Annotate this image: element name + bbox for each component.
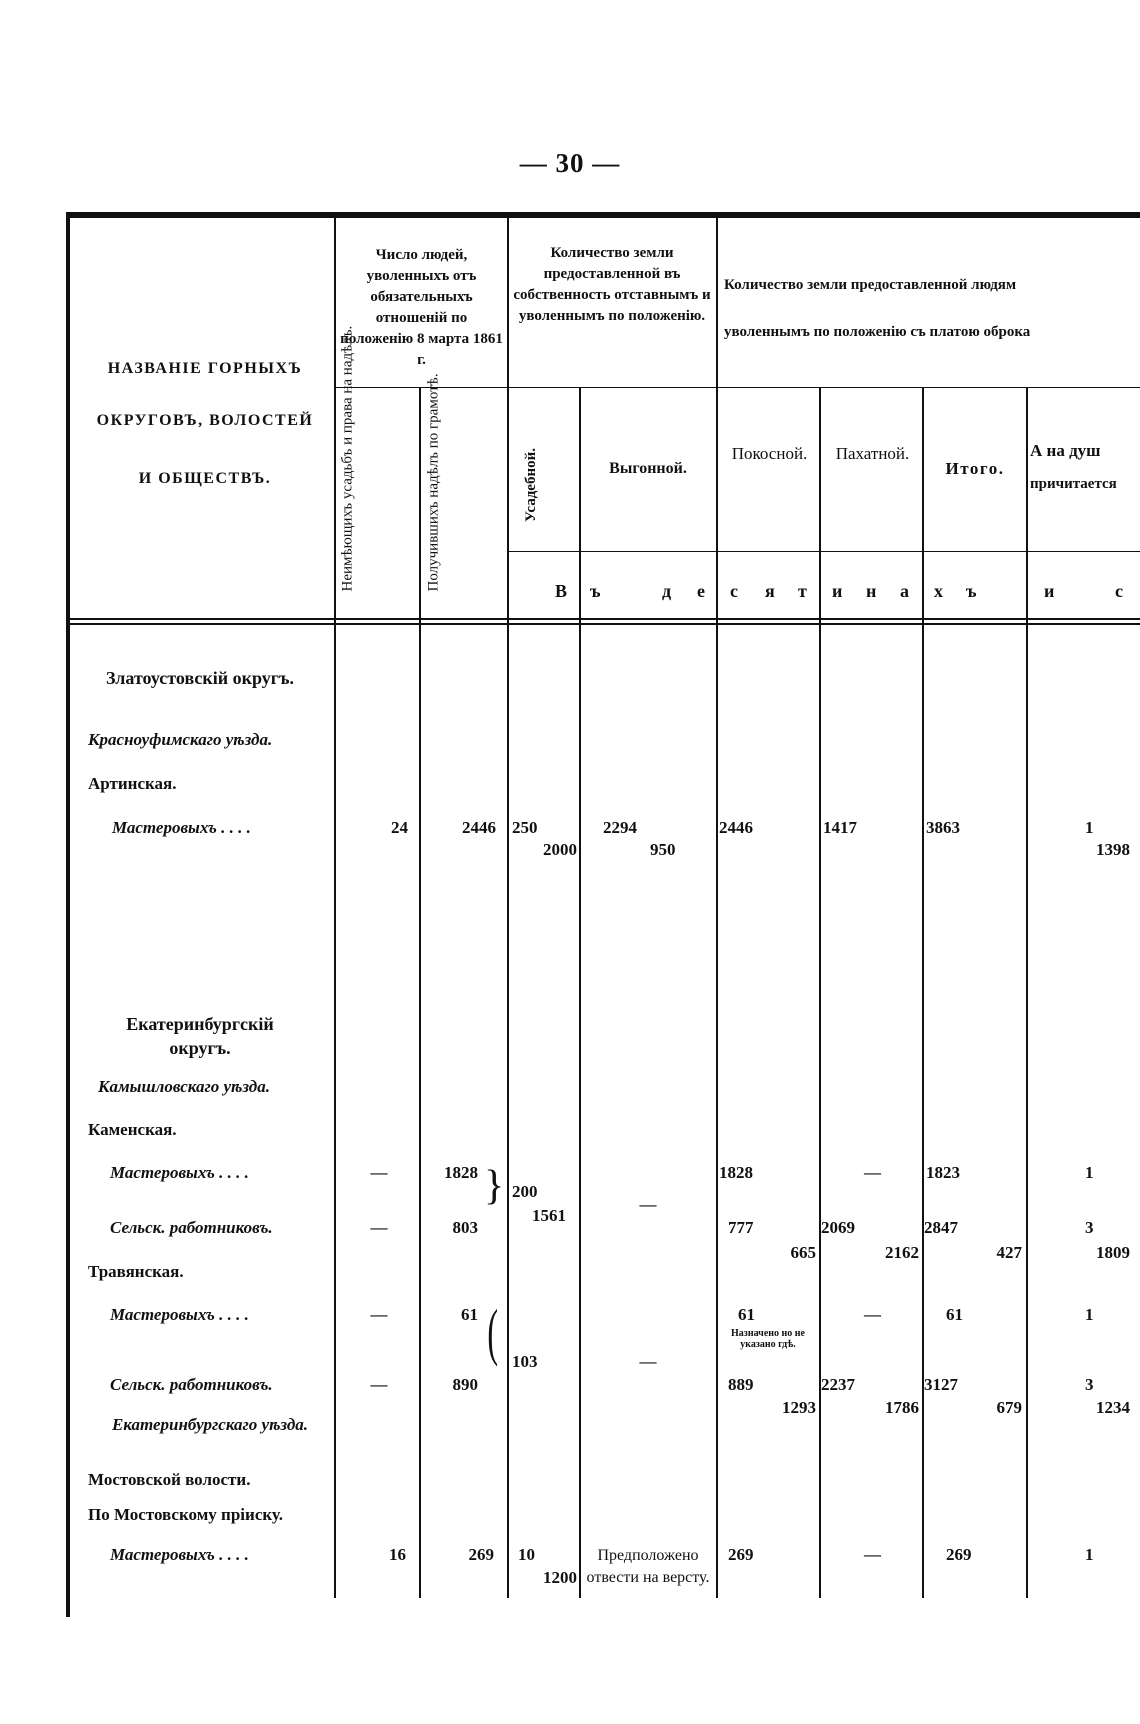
cell-c3a: 200 [512,1182,538,1201]
header-group3-sub1: Покосной. [731,444,808,463]
header-left-line-1: НАЗВАНІЕ ГОРНЫХЪ [107,360,303,377]
cell-c7: 3127 [924,1375,958,1394]
cell-c2: 1828 [444,1163,478,1182]
cell-c3a: 10 [518,1545,535,1564]
units-letter: т [798,581,807,601]
cell-c1: — [370,1375,388,1394]
cell-c6: 2069 [821,1218,855,1237]
units-letter: я [765,581,775,601]
col-divider-3 [507,218,509,1598]
cell-c1: 24 [391,818,408,837]
brace-icon: } [484,1163,505,1209]
units-letter: ъ [590,581,601,601]
cell-c7: 61 [946,1305,963,1324]
cell-c5b: 665 [790,1243,816,1262]
volost-travyanskaya: Травянская. [88,1262,184,1281]
header-group-3-line-1: Количество земли предоставленной людям [724,277,1017,293]
cell-c4: — [639,1352,657,1371]
cell-c6: — [864,1305,881,1324]
section-title-zlatoust: Златоустовскій округъ. [106,668,294,688]
col-divider-7 [922,387,924,1598]
cell-c8a: 1 [1085,1305,1094,1324]
volost-kamenskaya: Каменская. [88,1120,177,1139]
header-rule-2 [66,623,1140,625]
volost-artinskaya: Артинская. [88,774,177,793]
cell-c4: — [639,1195,657,1214]
units-letter: и [832,581,843,601]
cell-c5: 777 [728,1218,754,1237]
cell-c2: 803 [452,1218,478,1237]
header-group1-sub2: Получившихъ надѣлъ по грамотѣ. [425,373,442,592]
row-label: Мастеровыхъ . . . . [110,1163,249,1182]
header-left-line-3: И ОБЩЕСТВЪ. [138,470,272,487]
units-letter: с [730,581,738,601]
cell-c5: 61 [738,1305,755,1324]
row-label: Сельск. работниковъ. [110,1218,273,1237]
row-label: Мастеровыхъ . . . . [112,818,251,837]
cell-c7: 2847 [924,1218,958,1237]
uezd-krasnoufimsk: Красноуфимскаго уѣзда. [88,730,273,749]
uezd-ekaterinburg: Екатеринбургскаго уѣзда. [111,1415,309,1434]
bracket-icon: ( [487,1296,498,1367]
units-letter: ъ [966,581,977,601]
units-letter: а [900,581,909,601]
units-letter: В [555,581,568,601]
header-rule-1 [66,618,1140,620]
cell-c3: 103 [512,1352,538,1371]
cell-c4: Предположено отвести на версту. [586,1547,710,1586]
cell-c8a: 1 [1085,1163,1094,1182]
header-left-line-2: ОКРУГОВЪ, ВОЛОСТЕЙ [96,412,314,429]
priisk-mostovskiy: По Мостовскому пріиску. [88,1505,283,1524]
cell-c6b: 2162 [885,1243,919,1262]
row-label: Мастеровыхъ . . . . [110,1545,249,1564]
header-group-2: Количество земли предоставленной въ собственность отставнымъ и уволеннымъ по положенію. [513,245,711,324]
header-group2-sub1: Усадебной. [523,448,539,523]
col-divider-6 [819,387,821,1598]
cell-c3b: 2000 [543,840,577,859]
cell-c6: 1417 [823,818,857,837]
volost-mostovskaya: Мостовской волости. [88,1470,251,1489]
units-letter: х [934,581,943,601]
cell-c8a: 1 [1085,1545,1094,1564]
cell-c1: 16 [389,1545,406,1564]
cell-c6: 2237 [821,1375,855,1394]
cell-c7b: 427 [996,1243,1022,1262]
cell-c8b: 1398 [1096,840,1130,859]
cell-c3a: 250 [512,818,538,837]
cell-c4a: 2294 [603,818,637,837]
header-group-1: Число людей, уволенныхъ отъ обязательныхъ отношеній по положенію 8 марта 1861 г. [340,247,503,368]
header-group2-sub2: Выгонной. [609,460,687,477]
cell-c5: 269 [728,1545,754,1564]
cell-c6b: 1786 [885,1398,919,1417]
cell-c1: — [370,1218,388,1237]
cell-c8a: 3 [1085,1375,1094,1394]
cell-c2: 269 [468,1545,494,1564]
cell-c7: 3863 [926,818,960,837]
page-number: — 30 — [519,148,621,178]
units-letter: е [697,581,705,601]
cell-c5: 1828 [719,1163,753,1182]
units-letter: с [1115,581,1123,601]
row-label: Мастеровыхъ . . . . [110,1305,249,1324]
header-group3-sub3: Итого. [945,459,1005,478]
cell-c7: 269 [946,1545,972,1564]
cell-c1: — [370,1305,388,1324]
col-divider-5 [716,218,718,1598]
cell-c8b: 1809 [1096,1243,1130,1262]
cell-c1: — [370,1163,388,1182]
cell-c5: 889 [728,1375,754,1394]
cell-c5: 2446 [719,818,753,837]
cell-c8a: 1 [1085,818,1094,837]
col-divider-4 [579,387,581,1598]
header-group3-sub2: Пахатной. [835,444,910,463]
top-rule [66,212,1140,218]
cell-c6: — [864,1545,881,1564]
cell-c5b: 1293 [782,1398,816,1417]
cell-c2: 890 [452,1375,478,1394]
header-group3-sub4-line-2: причитается [1030,476,1117,492]
cell-c8a: 3 [1085,1218,1094,1237]
section-title-ekaterinburg: Екатеринбургскій округъ. [126,1014,274,1058]
uezd-kamyshlov: Камышловскаго уѣзда. [98,1077,270,1096]
cell-c7b: 679 [996,1398,1022,1417]
cell-c2: 61 [461,1305,478,1324]
units-letter: и [1044,581,1055,601]
cell-note: Назначено но не указано гдѣ. [731,1328,805,1350]
cell-c3b: 1200 [543,1568,577,1587]
header-group-3-line-2: уволеннымъ по положенію съ платою оброка [724,324,1031,340]
col-divider-8 [1026,387,1028,1598]
cell-c7: 1823 [926,1163,960,1182]
header-group3-sub4-line-1: А на душ [1030,441,1101,460]
cell-c6: — [864,1163,881,1182]
cell-c3b: 1561 [532,1206,566,1225]
header-group1-sub1: Неимѣющихъ усадьбъ и права на надѣлъ. [339,325,356,592]
cell-c2: 2446 [462,818,496,837]
row-label: Сельск. работниковъ. [110,1375,273,1394]
cell-c8b: 1234 [1096,1398,1130,1417]
cell-c4b: 950 [650,840,676,859]
left-border [66,212,70,1617]
units-letter: н [866,581,877,601]
units-letter: д [662,581,672,601]
units-rule [508,551,1140,552]
